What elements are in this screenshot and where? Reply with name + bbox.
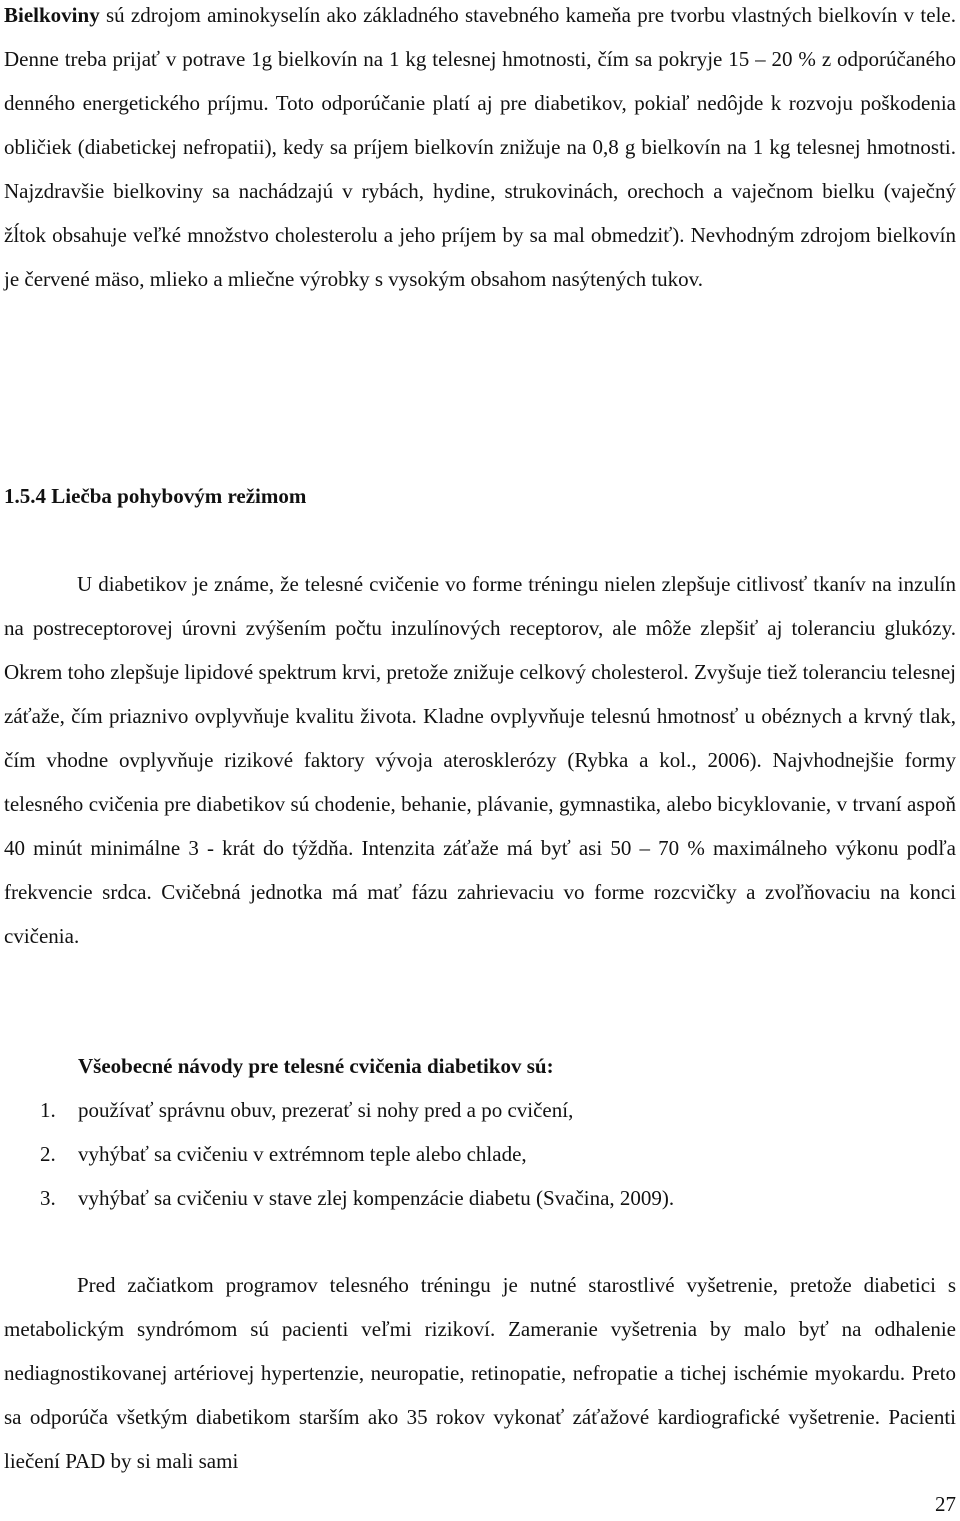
intro-text: sú zdrojom aminokyselín ako základného stavebného kameňa pre tvorbu vlastných bielkovín v tele. Denne treba prijať v potrave 1g bielkovín na 1 kg telesnej hmotnosti, čím sa pokryje 15 – 20 % z odporúčaného denného energetického príjmu. Toto odporúčanie platí aj pre diabetikov, pokiaľ nedôjde k rozvoju poškodenia obličiek (diabetickej nefropatii), kedy sa príjem bielkovín znižuje na 0,8 g bielkovín na 1 kg telesnej hmotnosti. Najzdravšie bielkoviny sa nachádzajú v rybách, hydine, strukovinách, orechoch a vaječnom bielku (vaječný žĺtok obsahuje veľké množstvo cholesterolu a jeho príjem by sa mal obmedziť). Nevhodným zdrojom bielkovín je červené mäso, mlieko a mliečne výrobky s vysokým obsahom nasýtených tukov. bbox=[4, 3, 956, 291]
intro-bold-term: Bielkoviny bbox=[4, 3, 100, 27]
list-item bbox=[4, 1132, 674, 1176]
intro-paragraph bbox=[4, 0, 956, 301]
list-item bbox=[4, 1088, 674, 1132]
list-item-text: vyhýbať sa cvičeniu v stave zlej kompenzácie diabetu (Svačina, 2009). bbox=[78, 1186, 675, 1210]
section-heading: 1.5.4 Liečba pohybovým režimom bbox=[4, 484, 307, 508]
list-item-number: 1. bbox=[40, 1098, 56, 1122]
list-item-text: vyhýbať sa cvičeniu v extrémnom teple alebo chlade, bbox=[78, 1142, 527, 1166]
guidelines-list bbox=[4, 1088, 674, 1220]
list-item-text: používať správnu obuv, prezerať si nohy pred a po cvičení, bbox=[78, 1098, 574, 1122]
list-item bbox=[4, 1176, 674, 1220]
guidelines-title: Všeobecné návody pre telesné cvičenia diabetikov sú: bbox=[78, 1054, 554, 1078]
list-item-number: 3. bbox=[40, 1186, 56, 1210]
exam-paragraph: Pred začiatkom programov telesného tréningu je nutné starostlivé vyšetrenie, pretože diabetici s metabolickým syndrómom sú pacienti veľmi rizikoví. Zameranie vyšetrenia by malo byť na odhalenie nediagnostikovanej artériovej hypertenzie, neuropatie, retinopatie, nefropatie a tichej ischémie myokardu. Preto sa odporúča všetkým diabetikom starším ako 35 rokov vykonať záťažové kardiografické vyšetrenie. Pacienti liečení PAD by si mali sami bbox=[4, 1273, 956, 1473]
exercise-paragraph: U diabetikov je známe, že telesné cvičenie vo forme tréningu nielen zlepšuje citlivosť tkanív na inzulín na postreceptorovej úrovni zvýšením počtu inzulínových receptorov, ale môže zlepšiť aj toleranciu glukózy. Okrem toho zlepšuje lipidové spektrum krvi, pretože znižuje celkový cholesterol. Zvyšuje tiež toleranciu telesnej záťaže, čím priaznivo ovplyvňuje kvalitu života. Kladne ovplyvňuje telesnú hmotnosť u obéznych a krvný tlak, čím vhodne ovplyvňuje rizikové faktory vývoja aterosklerózy (Rybka a kol., 2006). Najvhodnejšie formy telesného cvičenia pre diabetikov sú chodenie, behanie, plávanie, gymnastika, alebo bicyklovanie, v trvaní aspoň 40 minút minimálne 3 - krát do týždňa. Intenzita záťaže má byť asi 50 – 70 % maximálneho výkonu podľa frekvencie srdca. Cvičebná jednotka má mať fázu zahrievaciu vo forme rozcvičky a zvoľňovaciu na konci cvičenia. bbox=[4, 572, 956, 948]
list-item-number: 2. bbox=[40, 1142, 56, 1166]
page-number: 27 bbox=[935, 1492, 956, 1516]
